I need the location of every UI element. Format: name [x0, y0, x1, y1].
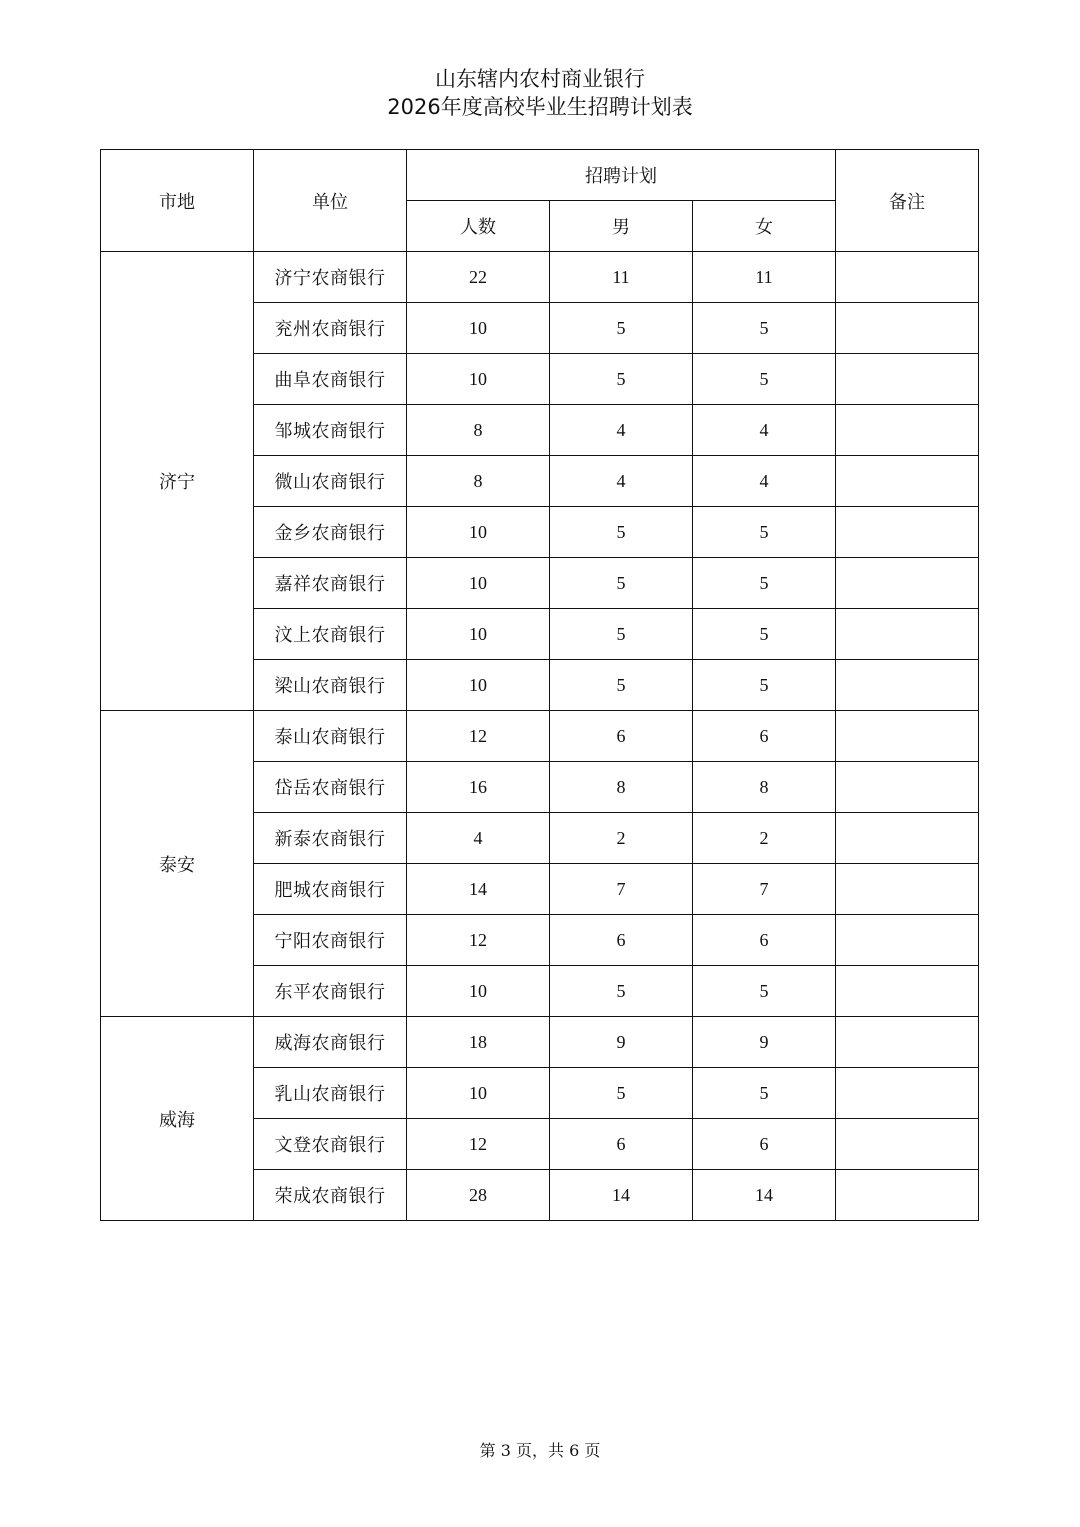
female-cell: 8 [693, 762, 836, 813]
count-cell: 8 [407, 456, 550, 507]
male-cell: 5 [550, 1068, 693, 1119]
unit-cell: 嘉祥农商银行 [254, 558, 407, 609]
female-cell: 11 [693, 252, 836, 303]
unit-cell: 梁山农商银行 [254, 660, 407, 711]
female-cell: 5 [693, 660, 836, 711]
male-cell: 11 [550, 252, 693, 303]
male-cell: 14 [550, 1170, 693, 1221]
unit-cell: 微山农商银行 [254, 456, 407, 507]
unit-cell: 文登农商银行 [254, 1119, 407, 1170]
unit-cell: 宁阳农商银行 [254, 915, 407, 966]
remark-cell [836, 1068, 979, 1119]
male-cell: 5 [550, 354, 693, 405]
page-footer: 第 3 页，共 6 页 [479, 1441, 601, 1460]
count-cell: 12 [407, 711, 550, 762]
female-cell: 5 [693, 354, 836, 405]
count-cell: 12 [407, 1119, 550, 1170]
count-cell: 22 [407, 252, 550, 303]
header-count: 人数 [407, 201, 550, 252]
male-cell: 6 [550, 1119, 693, 1170]
unit-cell: 泰山农商银行 [254, 711, 407, 762]
female-cell: 2 [693, 813, 836, 864]
female-cell: 4 [693, 405, 836, 456]
count-cell: 10 [407, 1068, 550, 1119]
count-cell: 8 [407, 405, 550, 456]
city-cell: 威海 [101, 1017, 254, 1221]
female-cell: 5 [693, 609, 836, 660]
male-cell: 9 [550, 1017, 693, 1068]
count-cell: 10 [407, 303, 550, 354]
remark-cell [836, 1170, 979, 1221]
document-subtitle: 2026年度高校毕业生招聘计划表 [387, 95, 693, 119]
table-body [101, 150, 979, 1221]
count-cell: 28 [407, 1170, 550, 1221]
header-male: 男 [550, 201, 693, 252]
unit-cell: 新泰农商银行 [254, 813, 407, 864]
table-row [101, 1017, 979, 1068]
male-cell: 6 [550, 915, 693, 966]
count-cell: 10 [407, 507, 550, 558]
header-city: 市地 [101, 150, 254, 252]
remark-cell [836, 405, 979, 456]
male-cell: 4 [550, 456, 693, 507]
count-cell: 18 [407, 1017, 550, 1068]
remark-cell [836, 1017, 979, 1068]
unit-cell: 岱岳农商银行 [254, 762, 407, 813]
female-cell: 5 [693, 1068, 836, 1119]
remark-cell [836, 966, 979, 1017]
count-cell: 12 [407, 915, 550, 966]
male-cell: 5 [550, 558, 693, 609]
table-row [101, 252, 979, 303]
unit-cell: 汶上农商银行 [254, 609, 407, 660]
male-cell: 5 [550, 660, 693, 711]
remark-cell [836, 303, 979, 354]
document-title: 山东辖内农村商业银行 [435, 67, 645, 91]
remark-cell [836, 507, 979, 558]
remark-cell [836, 456, 979, 507]
remark-cell [836, 813, 979, 864]
female-cell: 9 [693, 1017, 836, 1068]
unit-cell: 金乡农商银行 [254, 507, 407, 558]
header-row-1 [101, 150, 979, 201]
city-cell: 泰安 [101, 711, 254, 1017]
unit-cell: 乳山农商银行 [254, 1068, 407, 1119]
female-cell: 7 [693, 864, 836, 915]
recruitment-plan-table [100, 149, 979, 1221]
city-cell: 济宁 [101, 252, 254, 711]
count-cell: 14 [407, 864, 550, 915]
female-cell: 4 [693, 456, 836, 507]
female-cell: 5 [693, 303, 836, 354]
remark-cell [836, 252, 979, 303]
male-cell: 2 [550, 813, 693, 864]
header-unit: 单位 [254, 150, 407, 252]
unit-cell: 肥城农商银行 [254, 864, 407, 915]
remark-cell [836, 558, 979, 609]
unit-cell: 威海农商银行 [254, 1017, 407, 1068]
unit-cell: 东平农商银行 [254, 966, 407, 1017]
remark-cell [836, 1119, 979, 1170]
count-cell: 10 [407, 354, 550, 405]
count-cell: 16 [407, 762, 550, 813]
male-cell: 5 [550, 609, 693, 660]
header-female: 女 [693, 201, 836, 252]
remark-cell [836, 354, 979, 405]
male-cell: 4 [550, 405, 693, 456]
unit-cell: 曲阜农商银行 [254, 354, 407, 405]
male-cell: 6 [550, 711, 693, 762]
unit-cell: 邹城农商银行 [254, 405, 407, 456]
count-cell: 4 [407, 813, 550, 864]
unit-cell: 兖州农商银行 [254, 303, 407, 354]
male-cell: 5 [550, 966, 693, 1017]
table-row [101, 711, 979, 762]
count-cell: 10 [407, 660, 550, 711]
remark-cell [836, 660, 979, 711]
header-remark: 备注 [836, 150, 979, 252]
female-cell: 5 [693, 558, 836, 609]
unit-cell: 荣成农商银行 [254, 1170, 407, 1221]
remark-cell [836, 915, 979, 966]
count-cell: 10 [407, 558, 550, 609]
male-cell: 5 [550, 507, 693, 558]
unit-cell: 济宁农商银行 [254, 252, 407, 303]
count-cell: 10 [407, 609, 550, 660]
female-cell: 6 [693, 711, 836, 762]
male-cell: 7 [550, 864, 693, 915]
male-cell: 8 [550, 762, 693, 813]
female-cell: 6 [693, 1119, 836, 1170]
header-plan: 招聘计划 [407, 150, 836, 201]
remark-cell [836, 864, 979, 915]
female-cell: 5 [693, 966, 836, 1017]
count-cell: 10 [407, 966, 550, 1017]
male-cell: 5 [550, 303, 693, 354]
remark-cell [836, 609, 979, 660]
female-cell: 5 [693, 507, 836, 558]
remark-cell [836, 762, 979, 813]
female-cell: 6 [693, 915, 836, 966]
female-cell: 14 [693, 1170, 836, 1221]
remark-cell [836, 711, 979, 762]
